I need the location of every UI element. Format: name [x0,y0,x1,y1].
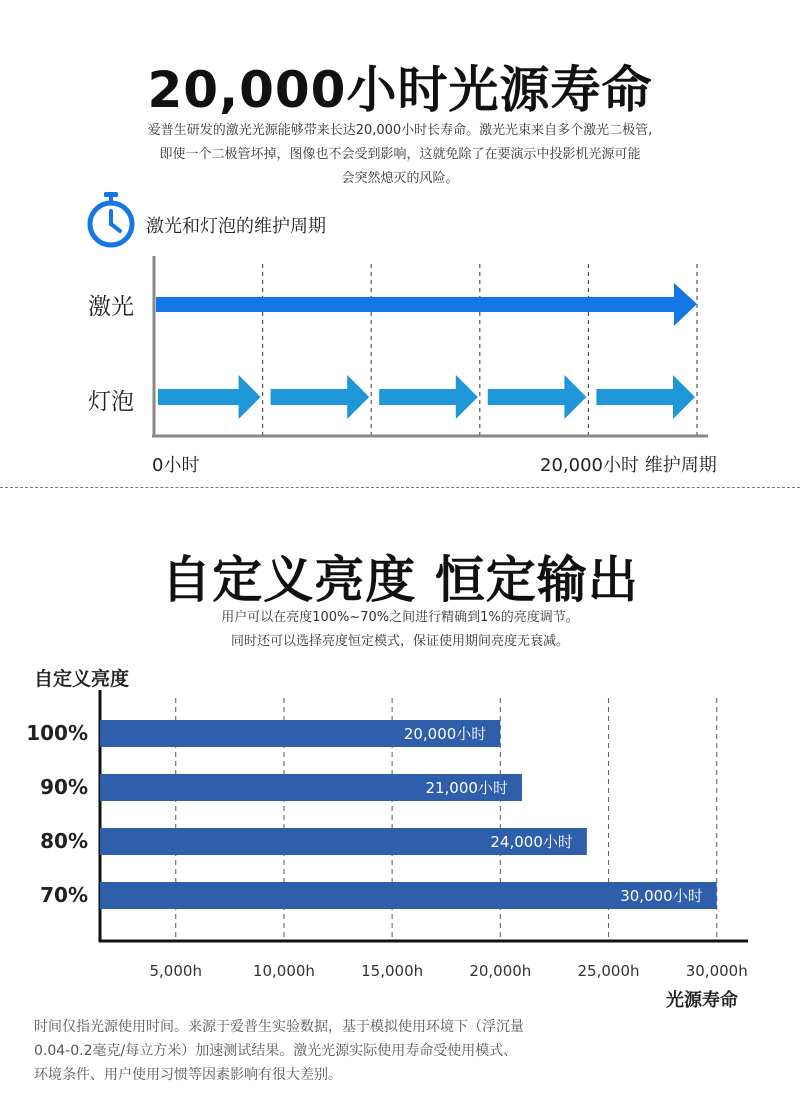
section1-description-line: 爱普生研发的激光光源能够带来长达20,000小时长寿命。激光光束来自多个激光二极管, [147,123,653,138]
category-label: 100% [26,721,88,745]
bulb-arrows [158,375,695,419]
section2-description-line: 用户可以在亮度100%~70%之间进行精确到1%的亮度调节。 [221,610,579,625]
section1-title: 20,000小时光源寿命 [147,61,653,119]
row-label-laser: 激光 [88,294,134,320]
axis-start-label: 0小时 [152,455,200,476]
x-tick-label: 5,000h [149,962,202,980]
bulb-arrow-segment [158,375,261,419]
maintenance-diagram-label: 激光和灯泡的维护周期 [146,216,326,237]
bulb-arrow-segment [488,375,587,419]
bar-value-label: 24,000小时 [490,833,573,851]
brightness-life-bar-chart [0,690,800,985]
footnote-line: 0.04-0.2毫克/每立方米）加速测试结果。激光光源实际使用寿命受使用模式、 [34,1043,518,1059]
section1-description-line: 即使一个二极管坏掉，图像也不会受到影响，这就免除了在要演示中投影机光源可能 [159,147,641,162]
axis-end-label: 20,000小时 维护周期 [540,455,717,476]
bar-value-label: 21,000小时 [425,779,508,797]
bar-value-label: 30,000小时 [620,887,703,905]
x-axis-title: 光源寿命 [666,990,738,1011]
bar-value-label: 20,000小时 [403,725,487,743]
x-tick-label: 15,000h [361,962,424,980]
bulb-arrow-segment [379,375,478,419]
section2-description [60,606,740,654]
category-label: 90% [40,775,88,799]
section1-description-line: 会突然熄灭的风险。 [341,171,459,186]
footnote [34,1015,674,1087]
section1-description [60,119,740,191]
footnote-line: 环境条件、用户使用习惯等因素影响有很大差别。 [34,1067,342,1083]
x-tick-label: 10,000h [252,962,315,980]
cycle-gridlines [263,264,697,436]
category-label: 70% [40,883,88,907]
bulb-arrow-segment [271,375,370,419]
footnote-line: 时间仅指光源使用时间。来源于爱普生实验数据，基于模拟使用环境下（浮沉量 [34,1019,524,1035]
section-divider [0,487,800,488]
x-tick-label: 20,000h [469,962,532,980]
section2-description-line: 同时还可以选择亮度恒定模式，保证使用期间亮度无衰减。 [230,634,569,649]
y-axis-title: 自定义亮度 [34,668,130,690]
bulb-arrow-segment [596,375,695,419]
laser-arrow [156,283,697,326]
x-tick-label: 25,000h [577,962,640,980]
section2-title: 自定义亮度 恒定输出 [161,551,639,609]
stopwatch-icon [84,190,140,250]
x-tick-label: 30,000h [685,962,748,980]
category-label: 80% [40,829,88,853]
maintenance-cycle-diagram [0,250,800,450]
row-label-bulb: 灯泡 [88,389,134,415]
